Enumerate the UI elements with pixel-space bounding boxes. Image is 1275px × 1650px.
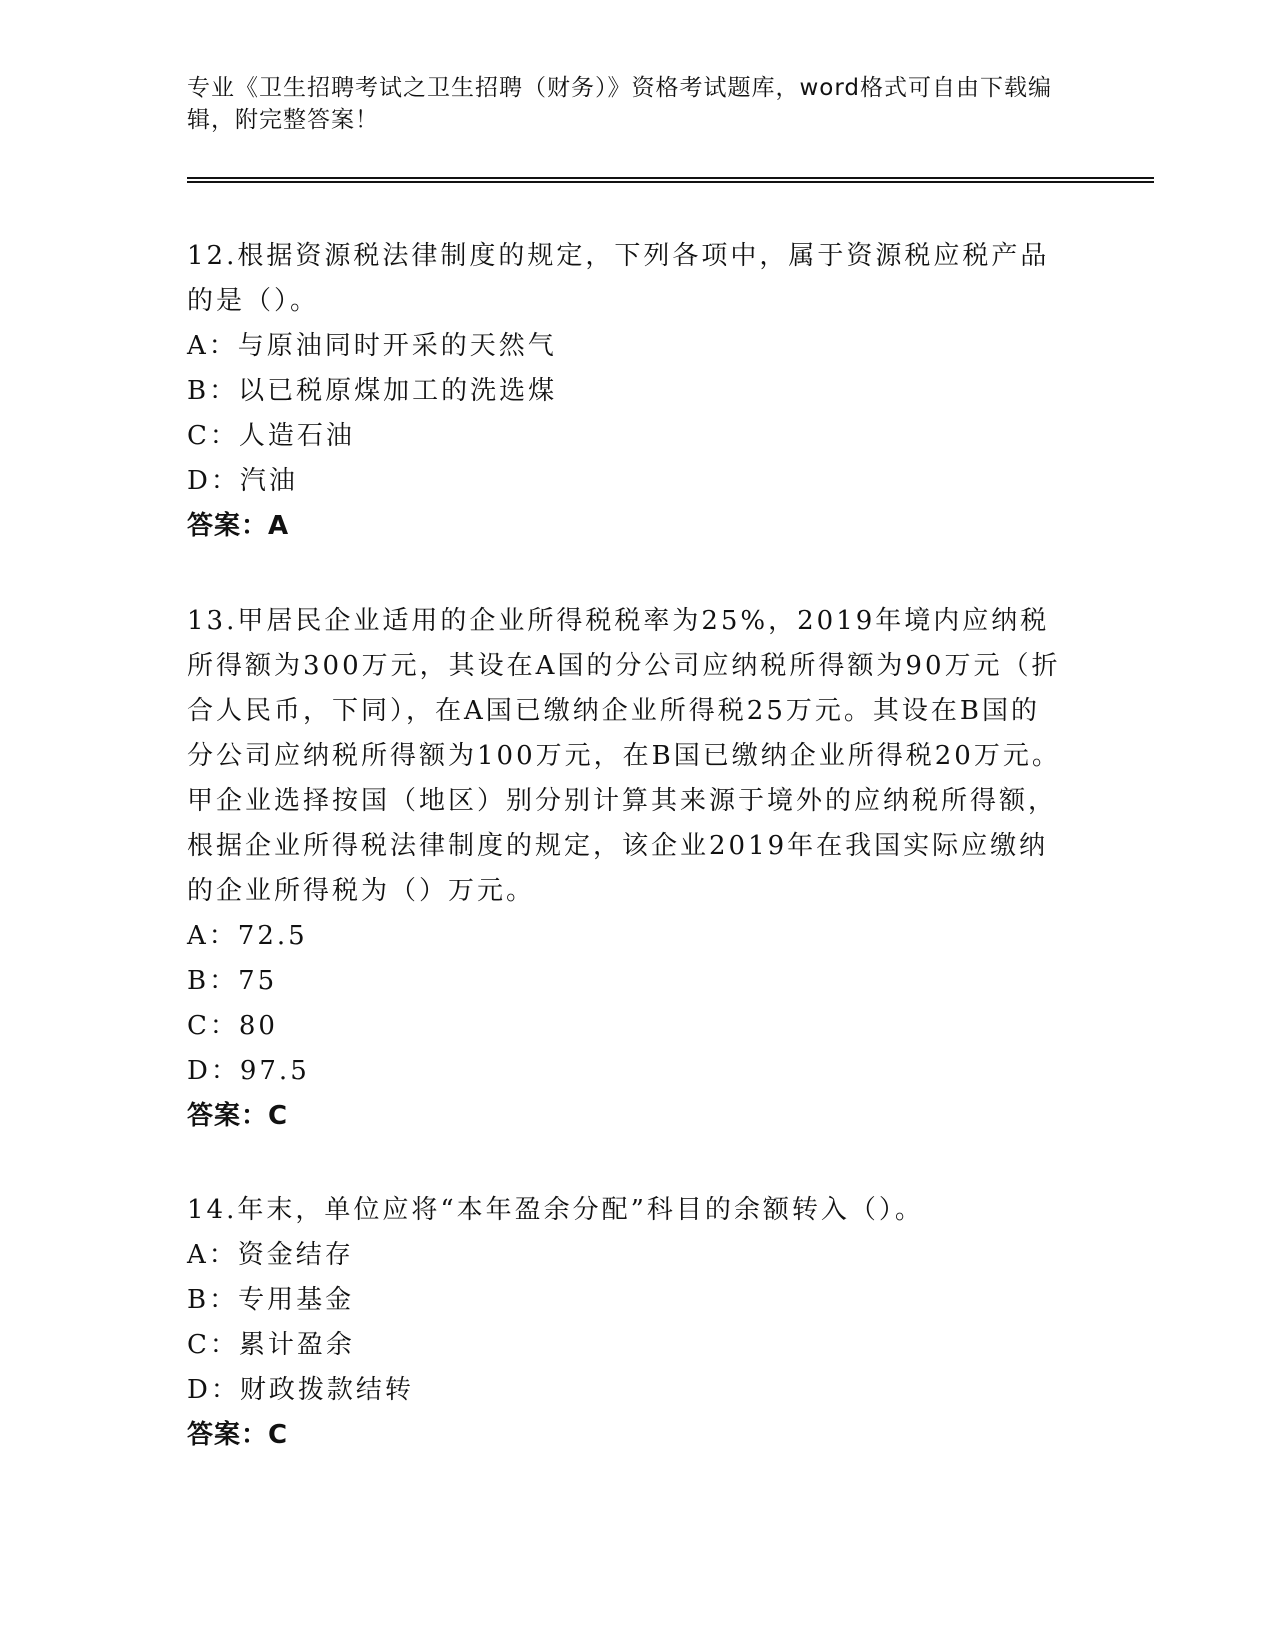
answer-line: 答案：C: [187, 1420, 289, 1450]
option-a: A：与原油同时开采的天然气: [187, 331, 557, 361]
question-13: [187, 599, 1067, 1139]
option-c: C：累计盈余: [187, 1330, 355, 1360]
option-c: C：人造石油: [187, 421, 355, 451]
question-12: [187, 234, 1067, 549]
option-a: A：72.5: [187, 921, 308, 951]
option-b: B：专用基金: [187, 1285, 355, 1315]
option-d: D：财政拨款结转: [187, 1375, 414, 1405]
answer-line: 答案：A: [187, 511, 290, 541]
question-stem: 14.年末，单位应将“本年盈余分配”科目的余额转入（）。: [187, 1195, 924, 1225]
question-stem: 13.甲居民企业适用的企业所得税税率为25%，2019年境内应纳税所得额为300万元，其设在A国的分公司应纳税所得额为90万元（折合人民币，下同），在A国已缴纳企业所得税25万元。其设在B国的分公司应纳税所得额为100万元，在B国已缴纳企业所得税20万元。甲企业选择按国（地区）别分别计算其来源于境外的应纳税所得额，根据企业所得税法律制度的规定，该企业2019年在我国实际应缴纳的企业所得税为（）万元。: [187, 606, 1061, 906]
header-double-rule: [187, 177, 1154, 183]
answer-line: 答案：C: [187, 1101, 289, 1131]
question-stem: 12.根据资源税法律制度的规定，下列各项中，属于资源税应税产品的是（）。: [187, 241, 1050, 316]
option-d: D：97.5: [187, 1056, 310, 1086]
document-header: 专业《卫生招聘考试之卫生招聘（财务）》资格考试题库，word格式可自由下载编辑，附完整答案！: [187, 75, 1053, 133]
option-c: C：80: [187, 1011, 278, 1041]
option-d: D：汽油: [187, 466, 298, 496]
option-b: B：75: [187, 966, 278, 996]
option-b: B：以已税原煤加工的洗选煤: [187, 376, 558, 406]
question-14: [187, 1188, 1067, 1458]
option-a: A：资金结存: [187, 1240, 354, 1270]
